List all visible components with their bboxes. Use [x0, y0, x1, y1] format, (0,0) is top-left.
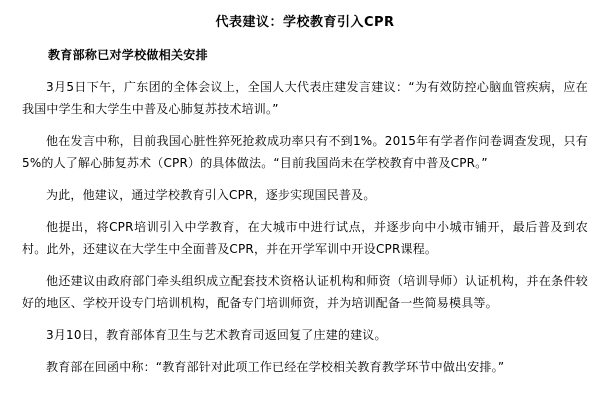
body-paragraph: 3月10日，教育部体育卫生与艺术教育司返回复了庄建的建议。: [46, 328, 387, 342]
body-paragraph: 教育部在回函中称：“教育部针对此项工作已经在学校相关教育教学环节中做出安排。”: [46, 360, 505, 374]
page-subtitle: 教育部称已对学校做相关安排: [48, 48, 208, 62]
page-title: 代表建议：学校教育引入CPR: [215, 15, 395, 30]
body-paragraph: 3月5日下午，广东团的全体会议上，全国人大代表庄建发言建议：“为有效防控心脑血管疾病，应在我国中学生和大学生中普及心肺复苏技术培训。”: [22, 80, 588, 116]
body-paragraph: 他在发言中称，目前我国心脏性猝死抢救成功率只有不到1%。2015年有学者作问卷调查发现，只有5%的人了解心肺复苏术（CPR）的具体做法。“目前我国尚未在学校教育中普及CPR。”: [22, 134, 588, 170]
body-paragraph: 为此，他建议，通过学校教育引入CPR，逐步实现国民普及。: [46, 188, 376, 202]
body-paragraph: 他还建议由政府部门牵头组织成立配套技术资格认证机构和师资（培训导师）认证机构，并在条件较好的地区、学校开设专门培训机构，配备专门培训师资，并为培训配备一些简易模具等。: [22, 274, 588, 310]
body-paragraph: 他提出，将CPR培训引入中学教育，在大城市中进行试点，并逐步向中小城市铺开，最后普及到农村。此外，还建议在大学生中全面普及CPR，并在开学军训中开设CPR课程。: [22, 220, 588, 256]
